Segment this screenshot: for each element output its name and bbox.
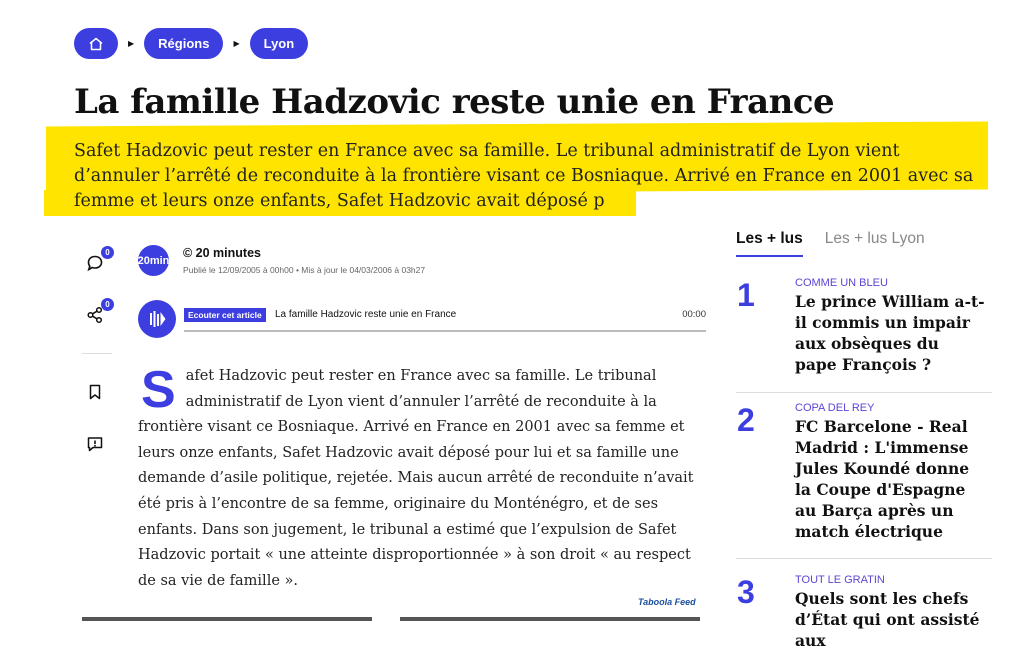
article-source: © 20 minutes	[183, 246, 261, 260]
tab-les-plus-lus-lyon[interactable]: Les + lus Lyon	[824, 230, 925, 247]
share-count-badge: 0	[101, 298, 114, 311]
breadcrumb-link-regions[interactable]: Régions	[144, 28, 223, 59]
player-progress-track[interactable]	[184, 330, 706, 332]
bookmark-button[interactable]	[82, 379, 108, 405]
rank-category: COMME UN BLEU	[795, 277, 888, 289]
list-divider	[736, 392, 992, 393]
comment-icon	[86, 254, 104, 272]
comments-count-badge: 0	[101, 246, 114, 259]
rank-number: 1	[737, 277, 755, 313]
list-divider	[736, 558, 992, 559]
article-paragraph: afet Hadzovic peut rester en France avec sa famille. Le tribunal administratif de Lyon vient d’annuler l’arrêté de reconduite à la frontière visant ce Bosniaque. Arrivé en France en 2001 avec sa femme et leurs onze enfants, Safet Hadzovic avait déposé pour lui et sa famille une demande d’asile politique, rejetée. Mais aucun arrêté de reconduite n’avait été pris à l’encontre de sa femme, originaire du Monténégro, et de ses enfants. Dans son jugement, le tribunal a estimé que l’expulsion de Safet Hadzovic portait « une atteinte disproportionnée » à son droit « au respect de sa vie de famille ».	[138, 368, 694, 589]
article-lead-line: Safet Hadzovic peut rester en France avec sa famille. Le tribunal administratif de Lyon vient	[74, 141, 900, 161]
recommendation-card[interactable]	[82, 617, 372, 621]
rank-number: 3	[737, 574, 755, 610]
article-lead-line: femme et leurs onze enfants, Safet Hadzovic avait déposé p	[74, 191, 605, 211]
most-read-tabs	[736, 230, 947, 257]
report-icon	[86, 435, 104, 453]
rank-title: Quels sont les chefs d’État qui ont assisté aux	[795, 589, 980, 650]
breadcrumb-link-lyon[interactable]: Lyon	[250, 28, 309, 59]
taboola-feed-label: Taboola Feed	[638, 597, 696, 607]
article-lead-line: d’annuler l’arrêté de reconduite à la frontière visant ce Bosniaque. Arrivé en France en 2001 avec sa	[74, 166, 974, 186]
play-button[interactable]	[138, 300, 176, 338]
audio-player	[138, 300, 706, 340]
comments-button[interactable]	[82, 250, 108, 276]
rank-category: COPA DEL REY	[795, 402, 875, 414]
tools-divider	[82, 353, 112, 354]
share-icon	[86, 306, 104, 324]
rank-title: Le prince William a-t-il commis un impair aux obsèques du pape François ?	[795, 292, 985, 374]
breadcrumb-separator-icon: ▶	[233, 39, 240, 48]
player-title: La famille Hadzovic reste unie en France	[275, 309, 457, 320]
rank-number: 2	[737, 402, 755, 438]
list-item[interactable]	[736, 277, 992, 387]
tab-les-plus-lus[interactable]: Les + lus	[736, 230, 803, 257]
home-icon	[88, 36, 104, 52]
share-button[interactable]	[82, 302, 108, 328]
bookmark-icon	[87, 383, 103, 401]
list-item[interactable]	[736, 574, 992, 650]
player-time: 00:00	[682, 309, 706, 320]
listen-label: Ecouter cet article	[184, 308, 266, 322]
recommendation-card[interactable]	[400, 617, 700, 621]
source-logo: 20min	[138, 245, 169, 276]
list-item[interactable]	[736, 402, 992, 552]
article-lead	[74, 139, 1004, 214]
audio-wave-icon	[138, 300, 176, 338]
rank-category: TOUT LE GRATIN	[795, 574, 885, 586]
page-title: La famille Hadzovic reste unie en France	[74, 82, 835, 122]
report-button[interactable]	[82, 431, 108, 457]
breadcrumb-home-button[interactable]	[74, 28, 118, 59]
article-body	[138, 361, 708, 594]
breadcrumb-separator-icon: ▶	[128, 39, 135, 48]
article-dates: Publié le 12/09/2005 à 00h00 • Mis à jour le 04/03/2006 à 03h27	[183, 265, 426, 275]
rank-title: FC Barcelone - Real Madrid : L'immense Jules Koundé donne la Coupe d'Espagne au Barça après un match électrique	[795, 417, 970, 541]
breadcrumb	[74, 28, 308, 59]
drop-cap: S	[141, 361, 176, 419]
